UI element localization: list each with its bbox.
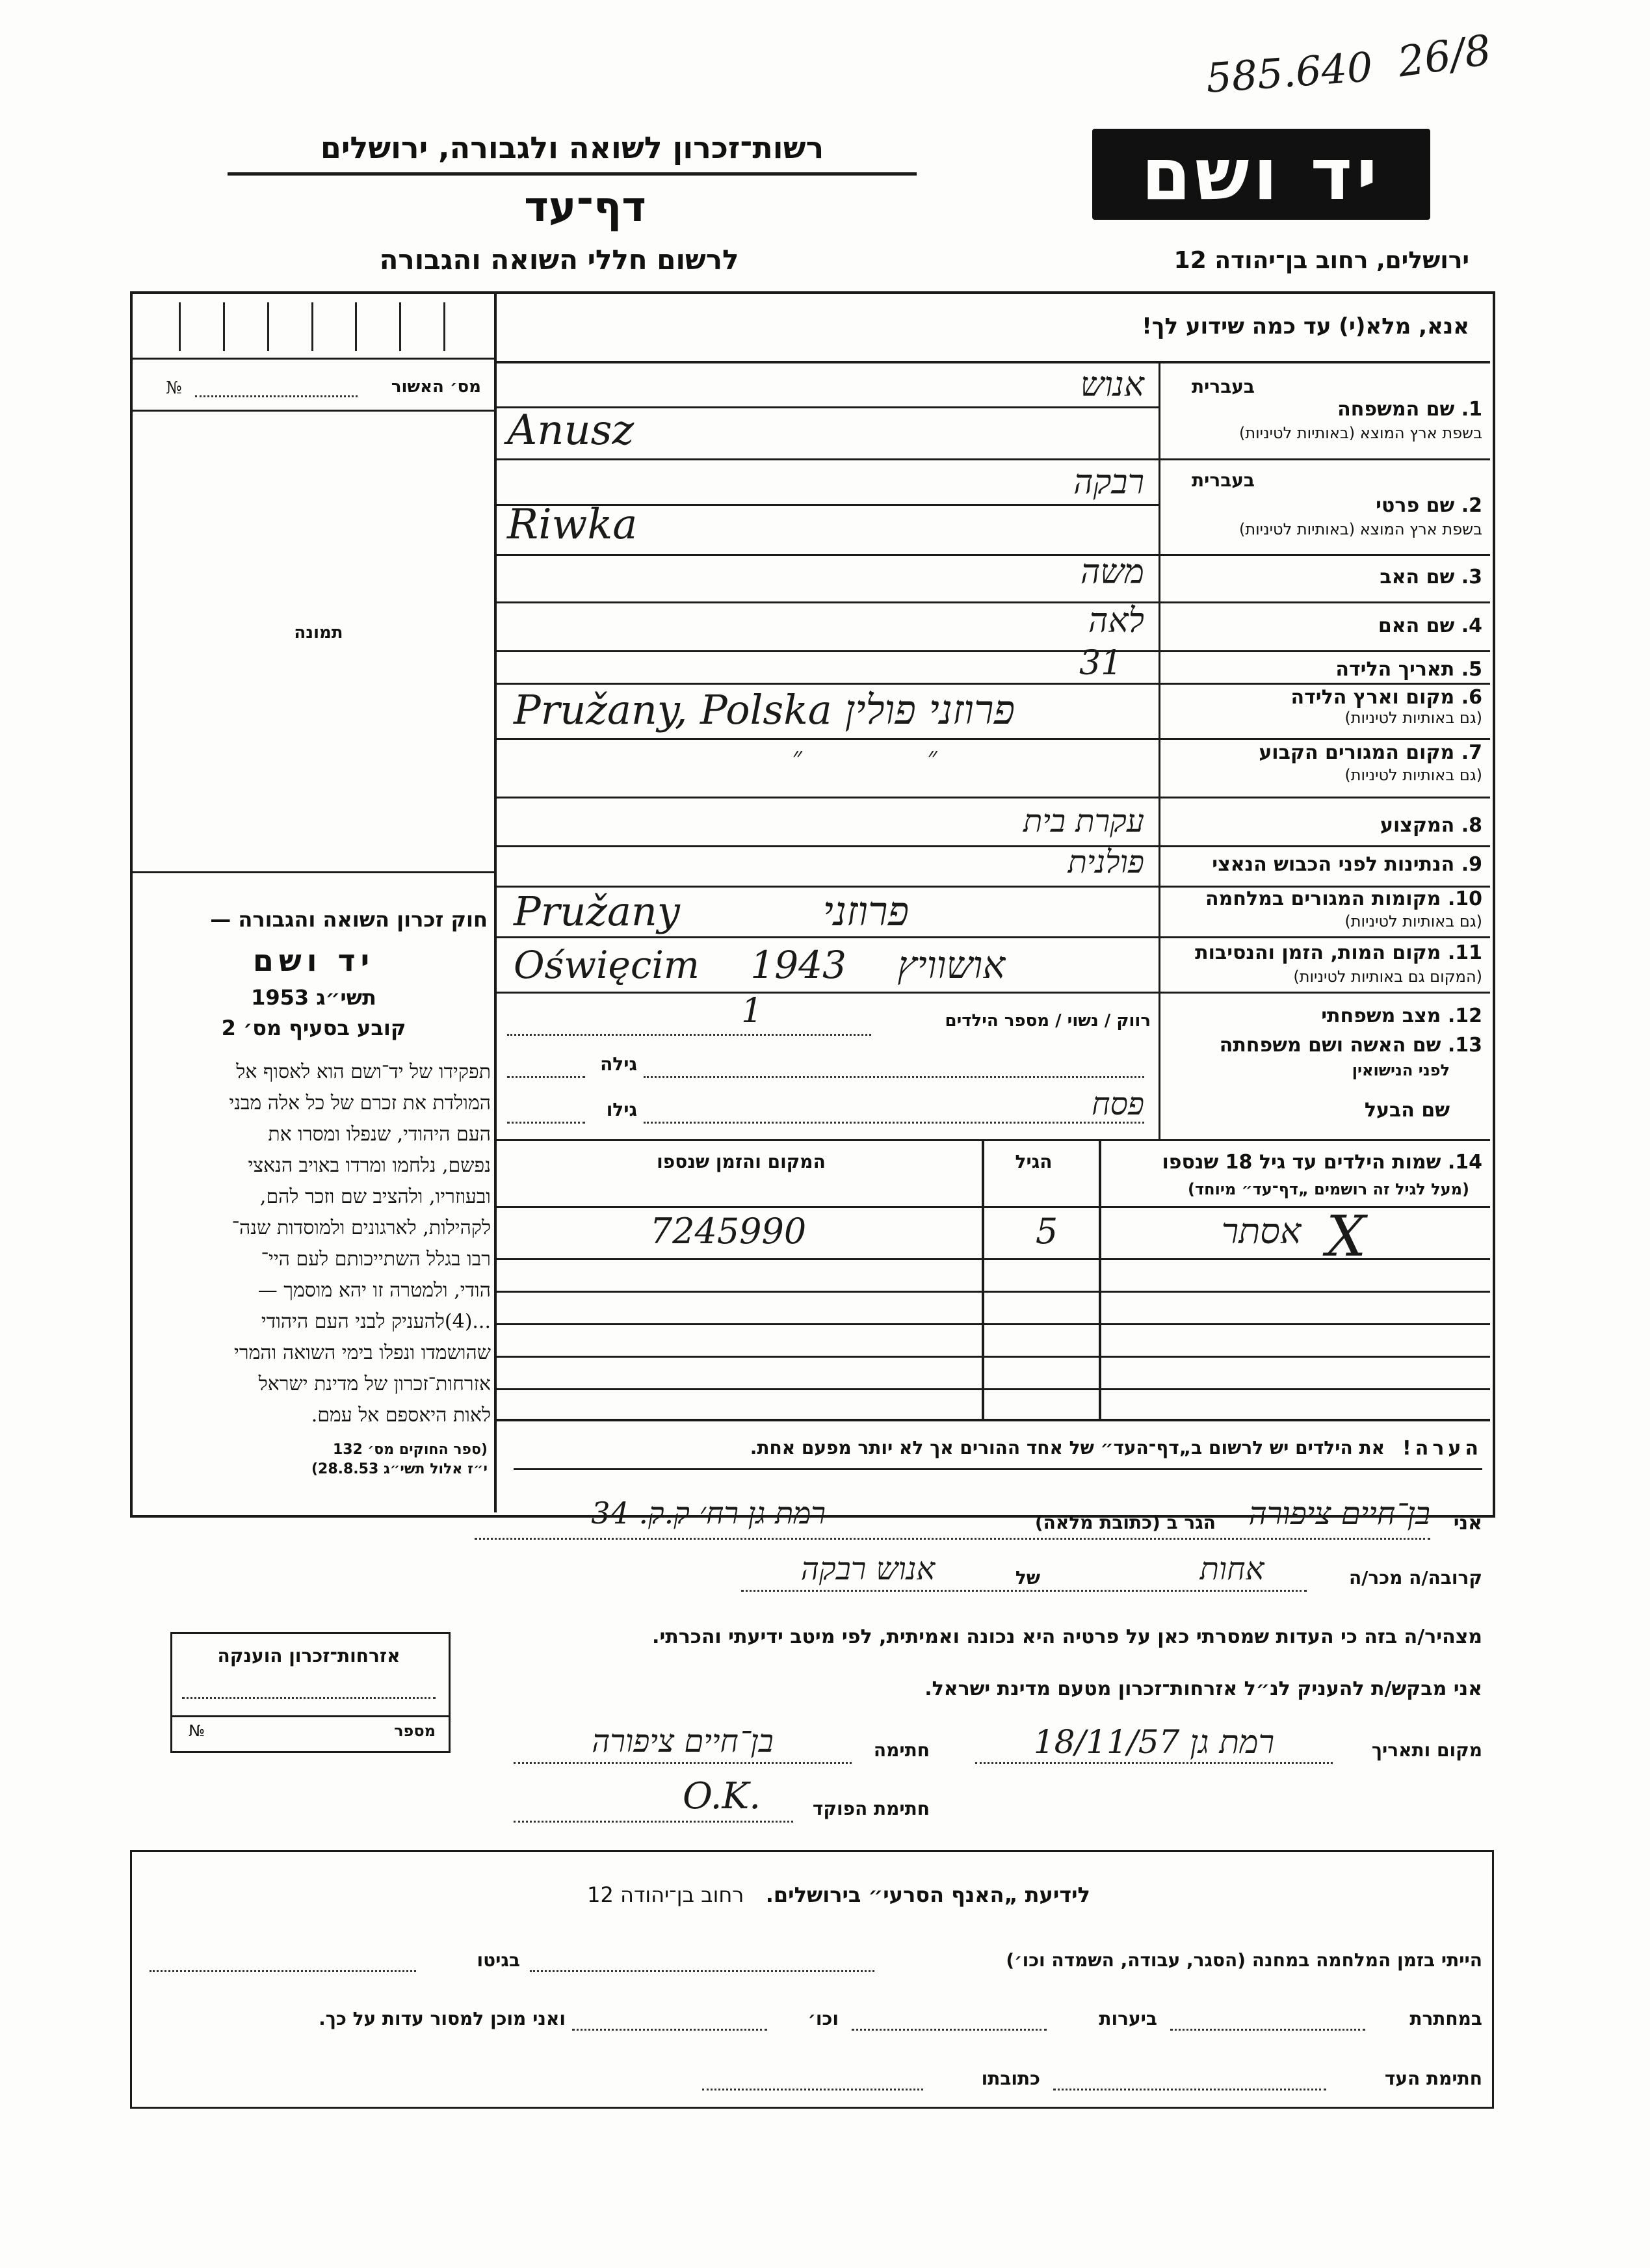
child-1-place[interactable]: 7245990 bbox=[649, 1211, 807, 1252]
field-9-text: הנתינות לפני הכבוש הנאצי bbox=[1212, 853, 1455, 876]
field-1-num: 1. bbox=[1461, 398, 1482, 421]
of-label: של bbox=[1015, 1567, 1040, 1589]
children-table-bottom bbox=[494, 1419, 1490, 1421]
photo-label: תמונה bbox=[294, 623, 343, 642]
children-col-div-2 bbox=[982, 1139, 984, 1419]
citizenship-box-title: אזרחות־זכרון הוענקה bbox=[217, 1645, 400, 1667]
children-row-line bbox=[494, 1291, 1490, 1293]
in-hebrew-label-1: בעברית bbox=[1191, 376, 1255, 397]
law-reference bbox=[140, 1440, 488, 1479]
law-text-line: לקהילות, לארגונים ולמוסדות שנה־ bbox=[231, 1217, 491, 1239]
field-2-num: 2. bbox=[1461, 494, 1482, 517]
approval-grid-bottom bbox=[130, 358, 494, 360]
field-3-label bbox=[1164, 566, 1482, 588]
law-line-1: חוק זכרון השואה והגבורה — bbox=[210, 907, 488, 932]
intro-instruction: אנא, מלא(י) עד כמה שידוע לך! bbox=[1142, 313, 1469, 339]
field-5-text: תאריך הלידה bbox=[1335, 658, 1455, 681]
row-13-bottom bbox=[494, 1139, 1490, 1141]
bottom-witness-sig-line[interactable] bbox=[1053, 2089, 1326, 2090]
law-line-2: יד ושם bbox=[252, 943, 375, 978]
citizenship-box-line[interactable] bbox=[182, 1697, 436, 1699]
law-text-line: ובעוזריו, ולהציב שם וזכר להם, bbox=[259, 1185, 491, 1208]
law-text-line: הודי, ולמטרה זו יהא מוסמך — bbox=[257, 1279, 491, 1302]
field-6-sub: (גם באותיות לטיניות) bbox=[1344, 709, 1482, 727]
field-5-label bbox=[1164, 658, 1482, 681]
bottom-etc-label: וכו׳ bbox=[807, 2008, 839, 2029]
officer-signature[interactable]: O.K. bbox=[682, 1775, 761, 1817]
field-7-text: מקום המגורים הקבוע bbox=[1259, 741, 1455, 764]
field-12-num: 12. bbox=[1447, 1005, 1482, 1027]
law-paragraph bbox=[140, 1057, 491, 1431]
field-8-label bbox=[1164, 814, 1482, 837]
form-title: דף־עד bbox=[524, 183, 646, 231]
field-2-label bbox=[1164, 494, 1482, 517]
child-1-name[interactable]: אסתר bbox=[1221, 1211, 1302, 1252]
law-text-line: המולדת את זכרם של כל אלה מבני bbox=[229, 1092, 491, 1114]
husband-name-value[interactable]: פסח bbox=[1092, 1086, 1144, 1122]
birth-date-value[interactable]: 31 bbox=[1079, 644, 1123, 683]
citizenship-no-sign: № bbox=[189, 1722, 205, 1740]
children-row-line bbox=[494, 1323, 1490, 1325]
approval-row-bottom bbox=[130, 410, 494, 412]
citizenship-box-divider bbox=[170, 1715, 449, 1717]
field-11-text: מקום המות, הזמן והנסיבות bbox=[1195, 942, 1441, 964]
law-text-line: נפשם, נלחמו ומרדו באויב הנאצי bbox=[248, 1154, 491, 1177]
of-name-value[interactable]: אנוש רבקה bbox=[800, 1551, 936, 1587]
yad-vashem-logo bbox=[1092, 129, 1430, 220]
note-label: הערה! bbox=[1402, 1437, 1482, 1460]
field-14-label bbox=[1105, 1151, 1482, 1174]
field-9-num: 9. bbox=[1461, 853, 1482, 876]
bottom-line1-text: הייתי בזמן המלחמה במחנה (הסגר, עבודה, השמדה וכו׳) bbox=[1006, 1949, 1482, 1971]
note-line bbox=[514, 1468, 1482, 1470]
witness-signature[interactable]: בן־חיים ציפורה bbox=[592, 1723, 774, 1760]
bottom-etc-line[interactable] bbox=[572, 2029, 767, 2031]
field-8-num: 8. bbox=[1461, 814, 1482, 837]
field-11-num: 11. bbox=[1447, 942, 1482, 964]
page-number: 26/8 bbox=[1395, 26, 1495, 87]
signature-label: חתימה bbox=[873, 1739, 930, 1761]
decl-witness-name[interactable]: בן־חיים ציפורה bbox=[1248, 1496, 1430, 1532]
bottom-ghetto-line[interactable] bbox=[150, 1970, 416, 1972]
husband-label: שם הבעל bbox=[1364, 1099, 1450, 1122]
field-10-text: מקומות המגורים במלחמה bbox=[1205, 888, 1441, 910]
birthplace-value[interactable]: Pružany, Polska פרוזני פולין bbox=[514, 686, 1015, 733]
field-7-num: 7. bbox=[1461, 741, 1482, 764]
child-1-cross-mark: X bbox=[1326, 1204, 1367, 1269]
death-place-value[interactable]: Oświęcim 1943 אושוויץ bbox=[514, 943, 1006, 987]
row-7-bottom bbox=[494, 797, 1490, 798]
children-col-div-1 bbox=[1099, 1139, 1101, 1419]
bottom-forests-label: ביערות bbox=[1099, 2008, 1157, 2029]
marital-line bbox=[507, 1034, 871, 1036]
residence-value[interactable]: ״ ״ bbox=[792, 742, 937, 772]
field-13-sub: לפני הנישואין bbox=[1352, 1061, 1450, 1079]
field-4-num: 4. bbox=[1461, 614, 1482, 637]
bottom-title-text: לידיעת „האנף הסרעי״ בירושלים. bbox=[765, 1882, 1090, 1907]
field-11-sub: (המקום גם באותיות לטיניות) bbox=[1293, 968, 1482, 986]
wartime-residence-value[interactable]: Pružany פרוזני bbox=[514, 888, 910, 935]
header-address: ירושלים, רחוב בן־יהודה 12 bbox=[1173, 247, 1469, 274]
field-6-text: מקום וארץ הלידה bbox=[1290, 686, 1455, 709]
surname-hebrew-value[interactable]: אנוש bbox=[1080, 365, 1144, 404]
row-10-bottom bbox=[494, 936, 1490, 938]
field-5-num: 5. bbox=[1461, 658, 1482, 681]
field-13-label bbox=[1164, 1034, 1482, 1057]
bottom-witness-sig-label: חתימת העד bbox=[1384, 2068, 1482, 2089]
field-13-num: 13. bbox=[1447, 1034, 1482, 1057]
law-text-line: לאות היאספם אל עמם. bbox=[311, 1404, 491, 1427]
bottom-camp-line[interactable] bbox=[530, 1970, 874, 1972]
field-1-sub: בשפת ארץ המוצא (באותיות לטיניות) bbox=[1239, 424, 1482, 442]
bottom-address-line[interactable] bbox=[702, 2089, 923, 2090]
relation-value[interactable]: אחות bbox=[1199, 1551, 1264, 1587]
note-text: את הילדים יש לרשום ב„דף־העד״ של אחד ההורים אך לא יותר מפעם אחת. bbox=[750, 1437, 1385, 1458]
field-2-sub: בשפת ארץ המוצא (באותיות לטיניות) bbox=[1239, 520, 1482, 538]
field-11-label bbox=[1164, 942, 1482, 964]
place-date-line bbox=[975, 1762, 1333, 1764]
occupation-value[interactable]: עקרת בית bbox=[1023, 803, 1144, 839]
form-subtitle: לרשום חללי השואה והגבורה bbox=[379, 244, 739, 276]
field-3-text: שם האב bbox=[1380, 566, 1455, 588]
bottom-testimony-text: ואני מוכן למסור עדות על כך. bbox=[319, 2008, 566, 2029]
citizenship-number-label: מספר bbox=[394, 1722, 436, 1740]
field-10-num: 10. bbox=[1447, 888, 1482, 910]
citizenship-request: אני מבקש/ת להעניק לנ״ל אזרחות־זכרון מטעם מדינת ישראל. bbox=[924, 1678, 1482, 1700]
row-1-bottom bbox=[494, 458, 1490, 460]
wife-age-label: גילה bbox=[600, 1053, 637, 1075]
row-5-bottom bbox=[494, 683, 1490, 685]
field-12-text: מצב משפחתי bbox=[1321, 1005, 1441, 1027]
officer-line bbox=[514, 1821, 793, 1823]
declaration-statement: מצהיר/ה בזה כי העדות שמסרתי כאן על פרטיה היא נכונה ואמיתית, לפי מיטב ידיעתי והכרתי. bbox=[652, 1626, 1482, 1648]
field-7-sub: (גם באותיות לטיניות) bbox=[1344, 766, 1482, 784]
bottom-ghetto-label: בגיטו bbox=[477, 1949, 520, 1971]
nationality-value[interactable]: פולנית bbox=[1067, 844, 1144, 880]
authority-underline bbox=[228, 172, 917, 176]
mother-name-value[interactable]: לאה bbox=[1088, 601, 1144, 640]
child-1-age[interactable]: 5 bbox=[1035, 1211, 1058, 1252]
field-14-sub: (מעל לגיל זה רושמים „דף־עד״ מיוחד) bbox=[1188, 1180, 1469, 1198]
children-count-value[interactable]: 1 bbox=[741, 992, 763, 1031]
photo-bottom bbox=[130, 871, 494, 873]
signature-line bbox=[514, 1762, 852, 1764]
approval-number-line[interactable] bbox=[195, 395, 358, 397]
decl-address-line bbox=[475, 1538, 1430, 1540]
field-6-label bbox=[1164, 686, 1482, 709]
relation-line bbox=[741, 1590, 1307, 1592]
label-divider bbox=[1159, 361, 1160, 1141]
decl-address-value[interactable]: רמת גן רח׳ ק.ק. 34 bbox=[591, 1496, 826, 1531]
firstname-latin-value[interactable]: Riwka bbox=[507, 501, 638, 549]
law-text-line: רבו בגלל השתייכותם לעם היי־ bbox=[261, 1248, 491, 1271]
law-line-4: קובע בסעיף מס׳ 2 bbox=[221, 1016, 406, 1040]
law-text-line: העם היהודי, שנפלו ומסרו את bbox=[268, 1123, 491, 1146]
column-divider bbox=[494, 291, 497, 1512]
children-col-place: המקום והזמן שנספו bbox=[657, 1151, 826, 1172]
row-4-bottom bbox=[494, 650, 1490, 652]
children-col-age: הגיל bbox=[1015, 1151, 1053, 1172]
decl-i-label: אני bbox=[1453, 1512, 1482, 1535]
bottom-title-address: רחוב בן־יהודה 12 bbox=[587, 1882, 744, 1907]
relation-label: קרובה/ה מכר/ה bbox=[1348, 1567, 1482, 1589]
bottom-forests-line[interactable] bbox=[852, 2029, 1047, 2031]
children-row-line bbox=[494, 1388, 1490, 1390]
law-ref-line: (ספר החוקים מס׳ 132 bbox=[332, 1442, 488, 1458]
field-13-text: שם האשה ושם משפחתה bbox=[1219, 1034, 1441, 1057]
bottom-address-label: כתובתו bbox=[981, 2068, 1040, 2089]
approval-no-sign: № bbox=[166, 378, 182, 398]
law-text-line: אזרחות־זכרון של מדינת ישראל bbox=[258, 1373, 491, 1395]
field-6-num: 6. bbox=[1461, 686, 1482, 709]
field-4-label bbox=[1164, 614, 1482, 637]
surname-latin-value[interactable]: Anusz bbox=[507, 406, 635, 455]
firstname-hebrew-value[interactable]: רבקה bbox=[1073, 463, 1144, 502]
field-3-num: 3. bbox=[1461, 566, 1482, 588]
field-4-text: שם האם bbox=[1378, 614, 1455, 637]
field-14-num: 14. bbox=[1447, 1151, 1482, 1174]
law-line-3: תשי״ג 1953 bbox=[251, 985, 376, 1010]
field-10-sub: (גם באותיות לטיניות) bbox=[1344, 912, 1482, 930]
decl-lives-at-label: הגר ב (כתובת מלאה) bbox=[1034, 1512, 1216, 1533]
marital-options: רווק / נשוי / מספר הילדים bbox=[945, 1011, 1151, 1031]
field-1-text: שם המשפחה bbox=[1337, 398, 1455, 421]
archive-number: 585.640 bbox=[1204, 43, 1374, 102]
law-text-line: תפקידו של יד־ושם הוא לאסוף אל bbox=[236, 1061, 491, 1083]
husband-name-line[interactable] bbox=[644, 1122, 1144, 1124]
law-text-line: שהושמדו ונפלו בימי השואה והמרי bbox=[233, 1341, 491, 1364]
field-8-text: המקצוע bbox=[1380, 814, 1455, 837]
father-name-value[interactable]: משה bbox=[1080, 553, 1144, 592]
field-12-label bbox=[1164, 1005, 1482, 1027]
wife-name-line[interactable] bbox=[644, 1076, 1144, 1078]
row-6-bottom bbox=[494, 738, 1490, 740]
field-9-label bbox=[1164, 853, 1482, 876]
row-11-bottom bbox=[494, 992, 1490, 994]
husband-age-line[interactable] bbox=[507, 1122, 585, 1124]
approval-grid bbox=[137, 302, 488, 351]
field-7-label bbox=[1164, 741, 1482, 764]
bottom-title bbox=[455, 1882, 1222, 1907]
wife-age-line[interactable] bbox=[507, 1076, 585, 1078]
in-hebrew-label-2: בעברית bbox=[1191, 469, 1255, 491]
logo-text: יד ושם bbox=[1141, 133, 1382, 216]
intro-row-bottom bbox=[494, 361, 1490, 363]
children-row-line bbox=[494, 1356, 1490, 1358]
place-date-label: מקום ותאריך bbox=[1371, 1739, 1482, 1761]
place-date-value[interactable]: רמת גן 18/11/57 bbox=[1033, 1723, 1275, 1761]
field-14-text: שמות הילדים עד גיל 18 שנספו bbox=[1162, 1151, 1441, 1174]
law-ref-line: י״ז אלול תשי״ג 28.8.53) bbox=[311, 1461, 488, 1477]
law-text-line: ...(4)להעניק לבני העם היהודי bbox=[261, 1310, 491, 1333]
husband-age-label: גילו bbox=[606, 1099, 637, 1120]
approval-label: מס׳ האשור bbox=[391, 377, 481, 397]
field-1-label bbox=[1164, 398, 1482, 421]
field-10-label bbox=[1164, 888, 1482, 910]
bottom-underground-label: במחתרת bbox=[1409, 2008, 1482, 2029]
bottom-underground-line[interactable] bbox=[1170, 2029, 1365, 2031]
authority-name: רשות־זכרון לשואה ולגבורה, ירושלים bbox=[320, 130, 824, 165]
officer-label: חתימת הפוקד bbox=[812, 1798, 930, 1819]
field-2-text: שם פרטי bbox=[1376, 494, 1455, 517]
